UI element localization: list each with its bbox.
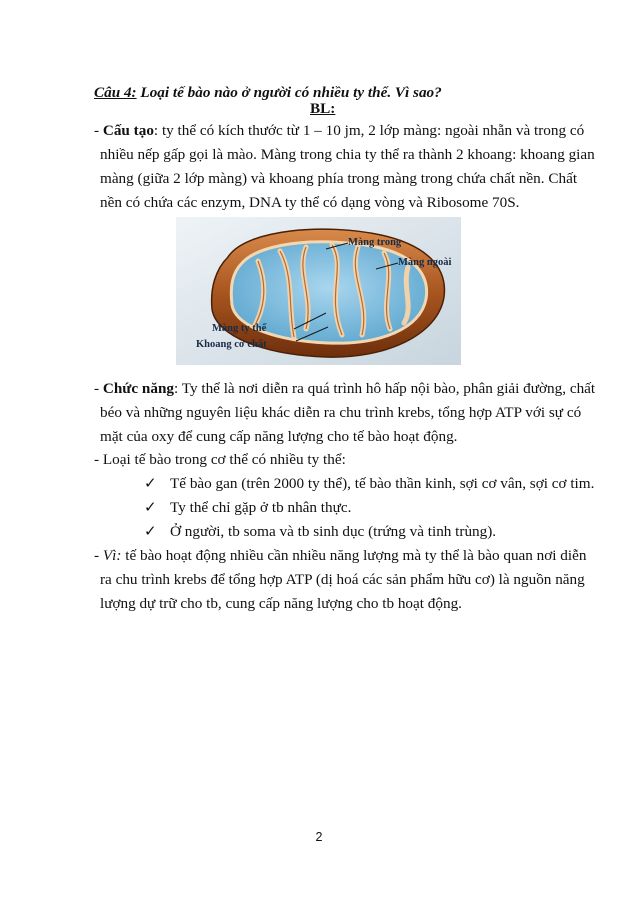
answer-label: BL: xyxy=(310,100,336,117)
types-intro: - Loại tế bào trong cơ thể có nhiều ty thể: xyxy=(94,451,346,468)
structure-line-1 xyxy=(94,121,584,141)
function-line-1 xyxy=(94,379,595,399)
page-number: 2 xyxy=(315,830,323,844)
mitochondria-diagram xyxy=(176,217,461,365)
checklist-item xyxy=(144,522,496,542)
reason-term: Vì: xyxy=(102,547,122,564)
function-line-2: béo và những nguyên liệu khác diễn ra chu trình krebs, tổng hợp ATP với sự có xyxy=(100,404,582,421)
structure-line-4: nền có chứa các enzym, DNA ty thể có dạng vòng và Ribosome 70S. xyxy=(100,194,520,211)
reason-line-2: ra chu trình krebs để tổng hợp ATP (dị hoá các sản phẩm hữu cơ) là nguồn năng xyxy=(100,571,585,588)
checklist-text: Ty thể chỉ gặp ở tb nhân thực. xyxy=(170,499,352,516)
label-matrix-space: Khoang cơ chất xyxy=(196,339,267,350)
reason-line-1 xyxy=(94,546,586,566)
check-icon: ✓ xyxy=(144,475,157,492)
reason-line-3: lượng dự trữ cho tb, cung cấp năng lượng cho tb hoạt động. xyxy=(100,595,462,612)
reason-text: tế bào hoạt động nhiều cần nhiều năng lượng mà ty thể là bào quan nơi diễn xyxy=(121,547,587,564)
structure-term: Cấu tạo xyxy=(102,122,154,139)
label-outer-membrane: Màng ngoài xyxy=(398,257,452,268)
bullet-dash: - xyxy=(94,380,103,397)
label-mito-membrane: Màng ty thể xyxy=(212,323,267,334)
label-inner-membrane: Màng trong xyxy=(348,237,402,248)
checklist-item xyxy=(144,498,351,518)
function-line-3: mặt của oxy để cung cấp năng lượng cho tế bào hoạt động. xyxy=(100,428,458,445)
function-term: Chức năng xyxy=(102,380,175,397)
question-heading xyxy=(94,83,442,103)
checklist-item xyxy=(144,474,594,494)
question-text: Loại tế bào nào ở người có nhiều ty thể. Vì sao? xyxy=(136,84,442,101)
check-icon: ✓ xyxy=(144,523,157,540)
checklist-text: Tế bào gan (trên 2000 ty thể), tế bào thần kinh, sợi cơ vân, sợi cơ tim. xyxy=(170,475,595,492)
checklist-text: Ở người, tb soma và tb sinh dục (trứng và tinh trùng). xyxy=(170,523,497,540)
function-text: : Ty thể là nơi diễn ra quá trình hô hấp nội bào, phân giải đường, chất xyxy=(174,380,596,397)
structure-line-3: màng (giữa 2 lớp màng) và khoang phía trong màng trong chứa chất nền. Chất xyxy=(100,170,578,187)
question-label: Câu 4: xyxy=(94,84,137,101)
structure-text: : ty thể có kích thước từ 1 – 10 jm, 2 lớp màng: ngoài nhẵn và trong có xyxy=(153,122,585,139)
structure-line-2: nhiều nếp gấp gọi là mào. Màng trong chia ty thể ra thành 2 khoang: khoang gian xyxy=(100,146,595,163)
check-icon: ✓ xyxy=(144,499,157,516)
bullet-dash: - xyxy=(94,122,103,139)
bullet-dash: - xyxy=(94,547,103,564)
